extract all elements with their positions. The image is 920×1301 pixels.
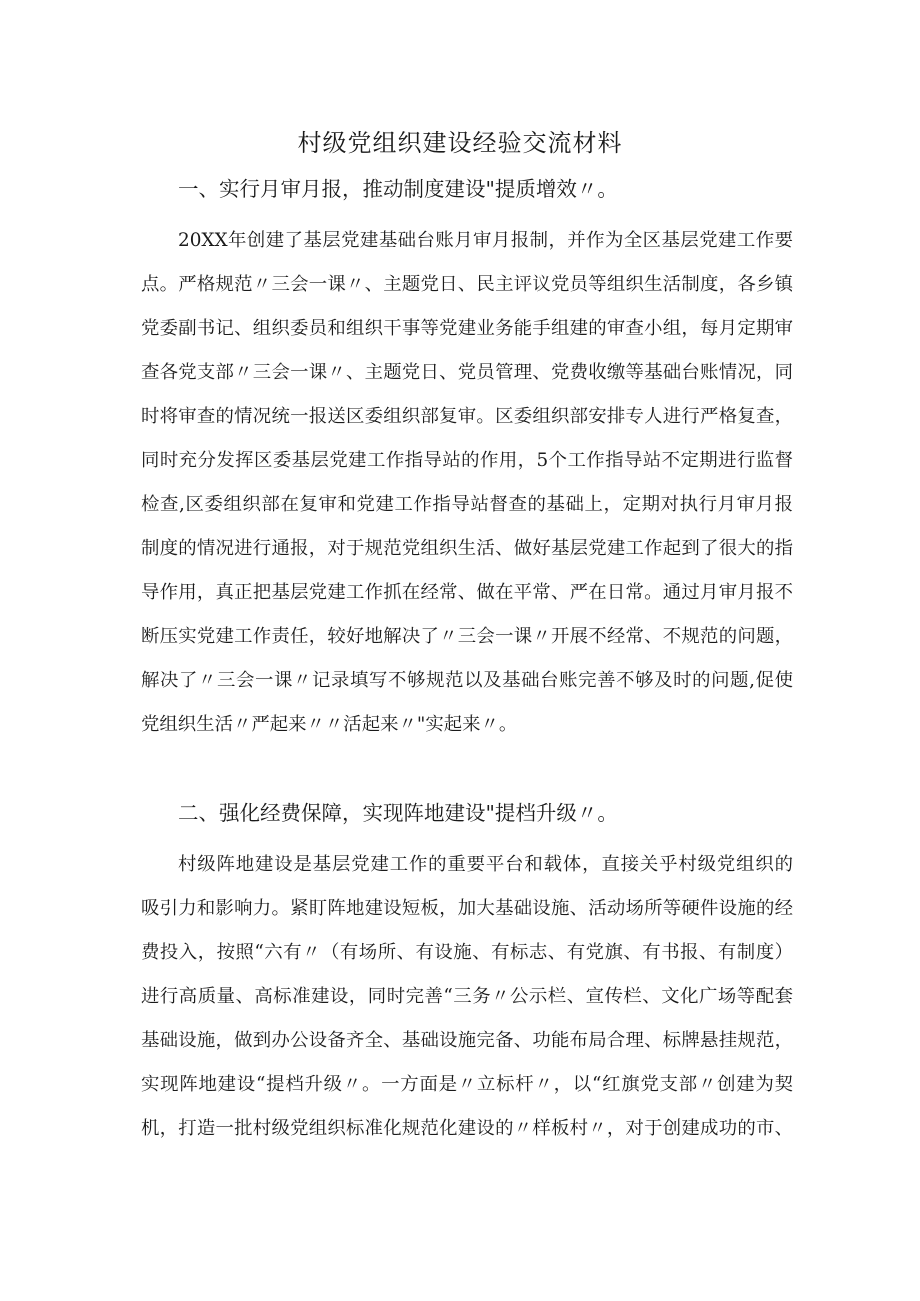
section-2-paragraph-line: 基础设施，做到办公设备齐全、基础设施完备、功能布局合理、标牌悬挂规范，	[141, 1030, 793, 1051]
section-1-paragraph-line: 同时充分发挥区委基层党建工作指导站的作用，5个工作指导站不定期进行监督	[141, 450, 793, 471]
section-2-paragraph-line: 实现阵地建设“提档升级〃。一方面是〃立标杆〃，以“红旗党支部〃创建为契	[141, 1074, 793, 1095]
section-1-paragraph-line: 查各党支部〃三会一课〃、主题党日、党员管理、党费收缴等基础台账情况，同	[141, 362, 793, 383]
section-1-paragraph-line: 党组织生活〃严起来〃〃活起来〃"实起来〃。	[141, 714, 518, 735]
section-1-paragraph-line: 时将审查的情况统一报送区委组织部复审。区委组织部安排专人进行严格复查，	[141, 406, 793, 427]
section-2-paragraph-line: 机，打造一批村级党组织标准化规范化建设的〃样板村〃，对于创建成功的市、	[141, 1118, 793, 1139]
section-1-heading: 一、实行月审月报，推动制度建设"提质增效〃。	[178, 177, 618, 201]
section-2-paragraph-line: 费投入，按照“六有〃（有场所、有设施、有标志、有党旗、有书报、有制度）	[141, 942, 793, 963]
section-1-paragraph-line: 20XX年创建了基层党建基础台账月审月报制，并作为全区基层党建工作要	[178, 230, 793, 251]
section-1-paragraph-line: 制度的情况进行通报，对于规范党组织生活、做好基层党建工作起到了很大的指	[141, 538, 793, 559]
section-2-paragraph-line: 吸引力和影响力。紧盯阵地建设短板，加大基础设施、活动场所等硬件设施的经	[141, 898, 793, 919]
section-2-heading: 二、强化经费保障，实现阵地建设"提档升级〃。	[178, 801, 618, 825]
section-1-paragraph-line: 检查,区委组织部在复审和党建工作指导站督查的基础上，定期对执行月审月报	[141, 494, 793, 515]
document-title: 村级党组织建设经验交流材料	[297, 129, 623, 157]
section-1-paragraph-line: 解决了〃三会一课〃记录填写不够规范以及基础台账完善不够及时的问题,促使	[141, 670, 793, 691]
section-2-paragraph-line: 进行高质量、高标准建设，同时完善“三务〃公示栏、宣传栏、文化广场等配套	[141, 986, 793, 1007]
section-1-paragraph-line: 断压实党建工作责任，较好地解决了〃三会一课〃开展不经常、不规范的问题，	[141, 626, 793, 647]
section-1-paragraph-line: 导作用，真正把基层党建工作抓在经常、做在平常、严在日常。通过月审月报不	[141, 582, 793, 603]
section-2-paragraph-line: 村级阵地建设是基层党建工作的重要平台和载体，直接关乎村级党组织的	[178, 854, 793, 875]
section-1-paragraph-line: 党委副书记、组织委员和组织干事等党建业务能手组建的审查小组，每月定期审	[141, 318, 793, 339]
section-1-paragraph-line: 点。严格规范〃三会一课〃、主题党日、民主评议党员等组织生活制度，各乡镇	[141, 274, 793, 295]
